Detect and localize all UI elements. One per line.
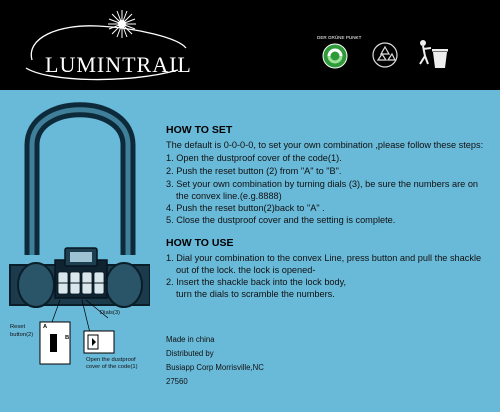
how-to-set-title: HOW TO SET xyxy=(166,124,233,136)
cover-label: cover of the code(1) xyxy=(86,364,138,370)
footer-line: Made in china xyxy=(166,335,215,344)
set-step: 5. Close the dustproof cover and the setting is complete. xyxy=(166,215,396,225)
cover-label: Open the dustproof xyxy=(86,357,136,363)
set-step: 3. Set your own combination by turning dials (3), be sure the numbers are on xyxy=(166,179,479,189)
set-step: 1. Open the dustproof cover of the code(1). xyxy=(166,153,342,163)
how-to-use-title: HOW TO USE xyxy=(166,237,234,249)
footer-line: 27560 xyxy=(166,377,188,386)
set-step: 2. Push the reset button (2) from "A" to "B". xyxy=(166,166,342,176)
footer-line: Distributed by xyxy=(166,349,214,358)
green-dot-caption: DER GRÜNE PUNKT xyxy=(317,35,362,40)
reset-label: button(2) xyxy=(10,332,34,338)
set-step: 4. Push the reset button(2)back to "A" . xyxy=(166,203,325,213)
footer-line: Busiapp Corp Morrisville,NC xyxy=(166,363,264,372)
use-step: 1. Dial your combination to the convex Line, press button and pull the shackle xyxy=(166,253,482,263)
use-step: 2. Insert the shackle back into the lock body, xyxy=(166,277,347,287)
use-step: turn the dials to scramble the numbers. xyxy=(176,289,335,299)
position-a-label: A xyxy=(43,324,48,330)
use-step: out of the lock. the lock is opened- xyxy=(176,265,316,275)
brand-name: LUMINTRAIL xyxy=(45,52,192,77)
how-to-set-intro: The default is 0-0-0-0, to set your own combination ,please follow these steps: xyxy=(166,140,484,150)
reset-label: Reset xyxy=(10,324,26,330)
dials-label: Dials(3) xyxy=(100,310,120,316)
position-b-label: B xyxy=(65,335,70,341)
set-step: the convex line.(e.g.8888) xyxy=(176,191,282,201)
